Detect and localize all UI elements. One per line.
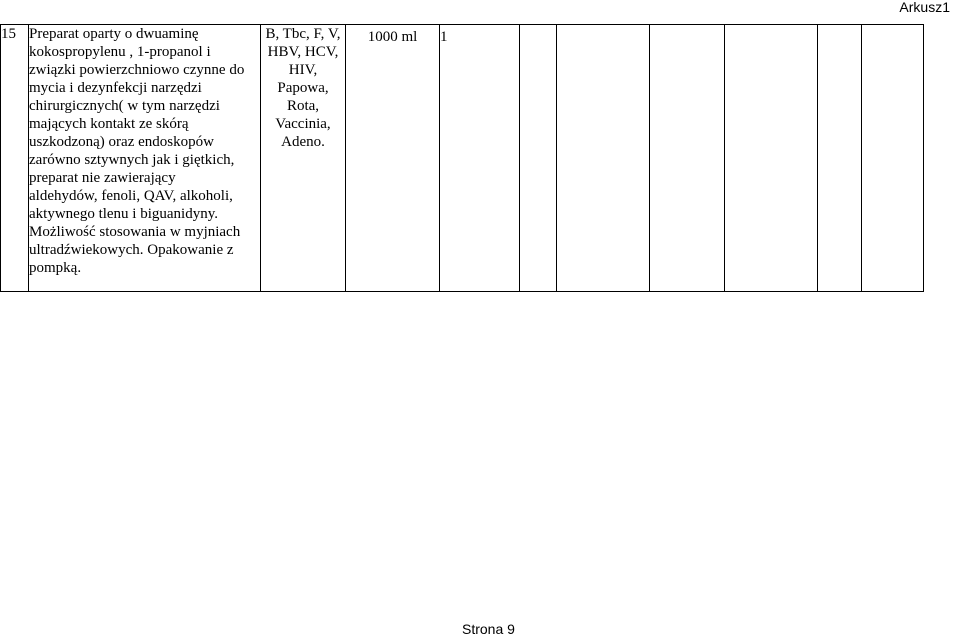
- activity-spectrum: B, Tbc, F, V, HBV, HCV, HIV, Papowa, Rota, Vaccinia, Adeno.: [265, 26, 341, 150]
- page-number: Strona 9: [462, 621, 515, 637]
- table-row: [1, 25, 924, 292]
- package-volume: 1000 ml: [367, 29, 418, 45]
- quantity-cell: [440, 25, 520, 292]
- product-table: [0, 24, 924, 292]
- sheet-name: Arkusz1: [899, 0, 950, 15]
- volume-cell: [346, 25, 440, 292]
- row-number-cell: [1, 25, 29, 292]
- empty-cell: [862, 25, 924, 292]
- empty-cell: [557, 25, 650, 292]
- empty-cell: [818, 25, 862, 292]
- empty-cell: [725, 25, 818, 292]
- spectrum-cell: [261, 25, 346, 292]
- row-number: 15: [1, 26, 16, 42]
- product-description: Preparat oparty o dwuaminę kokospropylenu , 1-propanol i związki powierzchniowo czynne do mycia i dezynfekcji narzędzi chirurgicznych( w tym narzędzi mających kontakt ze skórą uszkodzoną) oraz endoskopów zarówno sztywnych jak i giętkich, preparat nie zawierający aldehydów, fenoli, QAV, alkoholi, aktywnego tlenu i biguanidyny. Możliwość stosowania w myjniach ultradźwiekowych. Opakowanie z pompką.: [29, 26, 245, 276]
- empty-cell: [520, 25, 557, 292]
- quantity-value: 1: [440, 29, 448, 45]
- description-cell: [29, 25, 261, 292]
- empty-cell: [650, 25, 725, 292]
